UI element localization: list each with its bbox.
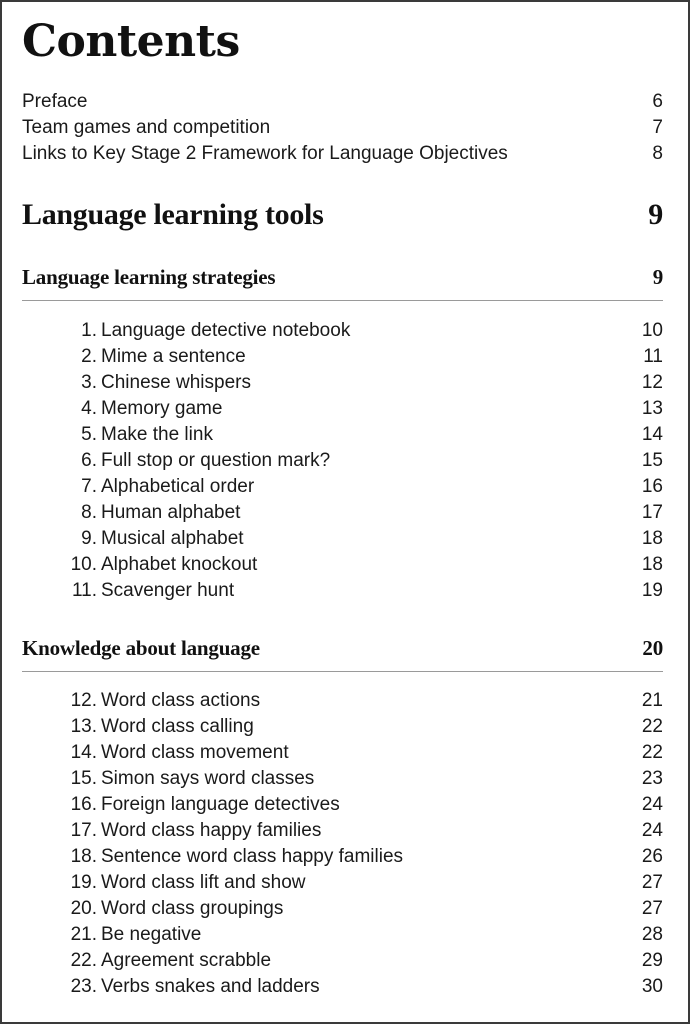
item-page: 19 xyxy=(641,580,663,601)
section-label: Knowledge about language xyxy=(22,636,260,660)
item-number: 17. xyxy=(70,820,97,841)
toc-item[interactable] xyxy=(22,870,663,896)
item-number: 16. xyxy=(70,794,97,815)
toc-item[interactable] xyxy=(22,896,663,922)
entry-label: Links to Key Stage 2 Framework for Language Objectives xyxy=(22,143,508,164)
item-page: 14 xyxy=(641,424,663,445)
item-number: 1. xyxy=(81,320,97,341)
item-label: Foreign language detectives xyxy=(101,794,340,815)
section-heading-knowledge[interactable] xyxy=(22,633,663,663)
item-page: 27 xyxy=(641,872,663,893)
section-page: 20 xyxy=(642,636,663,660)
item-page: 22 xyxy=(641,742,663,763)
toc-item[interactable] xyxy=(22,818,663,844)
toc-entry-team-games[interactable] xyxy=(22,115,663,141)
section-heading-strategies[interactable] xyxy=(22,262,663,292)
item-page: 15 xyxy=(641,450,663,471)
page-title: Contents xyxy=(22,16,240,67)
toc-item[interactable] xyxy=(22,448,663,474)
item-number: 8. xyxy=(81,502,97,523)
toc-entry-preface[interactable] xyxy=(22,89,663,115)
item-label: Language detective notebook xyxy=(101,320,351,341)
item-label: Full stop or question mark? xyxy=(101,450,331,471)
item-label: Word class groupings xyxy=(101,898,284,919)
item-page: 12 xyxy=(641,372,663,393)
section-divider xyxy=(22,671,663,672)
item-label: Verbs snakes and ladders xyxy=(101,976,320,997)
toc-item[interactable] xyxy=(22,526,663,552)
item-page: 21 xyxy=(641,690,663,711)
part-label: Language learning tools xyxy=(22,198,324,231)
item-label: Alphabetical order xyxy=(101,476,255,497)
toc-item[interactable] xyxy=(22,688,663,714)
item-label: Mime a sentence xyxy=(101,346,246,367)
toc-item[interactable] xyxy=(22,974,663,1000)
toc-item[interactable] xyxy=(22,396,663,422)
item-label: Alphabet knockout xyxy=(101,554,258,575)
item-page: 27 xyxy=(641,898,663,919)
item-number: 23. xyxy=(70,976,97,997)
item-page: 18 xyxy=(641,554,663,575)
item-page: 28 xyxy=(641,924,663,945)
item-number: 5. xyxy=(81,424,97,445)
item-number: 22. xyxy=(70,950,97,971)
item-number: 20. xyxy=(70,898,97,919)
item-page: 29 xyxy=(641,950,663,971)
item-page: 16 xyxy=(641,476,663,497)
toc-item[interactable] xyxy=(22,474,663,500)
entry-label: Team games and competition xyxy=(22,117,271,138)
item-page: 17 xyxy=(641,502,663,523)
item-number: 19. xyxy=(70,872,97,893)
toc-item[interactable] xyxy=(22,844,663,870)
item-label: Word class movement xyxy=(101,742,289,763)
entry-label: Preface xyxy=(22,91,88,112)
toc-item[interactable] xyxy=(22,766,663,792)
toc-item[interactable] xyxy=(22,500,663,526)
item-number: 21. xyxy=(70,924,97,945)
item-page: 24 xyxy=(641,794,663,815)
item-number: 14. xyxy=(70,742,97,763)
toc-item[interactable] xyxy=(22,552,663,578)
entry-page: 6 xyxy=(652,91,663,112)
toc-entry-ks2-links[interactable] xyxy=(22,141,663,167)
item-number: 4. xyxy=(81,398,97,419)
item-page: 13 xyxy=(641,398,663,419)
item-label: Word class actions xyxy=(101,690,261,711)
item-page: 18 xyxy=(641,528,663,549)
toc-item[interactable] xyxy=(22,318,663,344)
item-page: 22 xyxy=(641,716,663,737)
item-page: 10 xyxy=(641,320,663,341)
toc-item[interactable] xyxy=(22,578,663,604)
toc-item[interactable] xyxy=(22,370,663,396)
part-page: 9 xyxy=(648,198,663,231)
item-label: Sentence word class happy families xyxy=(101,846,404,867)
item-number: 2. xyxy=(81,346,97,367)
section-label: Language learning strategies xyxy=(22,265,276,289)
item-page: 26 xyxy=(641,846,663,867)
item-label: Human alphabet xyxy=(101,502,241,523)
item-page: 30 xyxy=(641,976,663,997)
item-label: Word class calling xyxy=(101,716,254,737)
item-number: 7. xyxy=(81,476,97,497)
toc-item[interactable] xyxy=(22,948,663,974)
item-number: 13. xyxy=(70,716,97,737)
item-label: Memory game xyxy=(101,398,223,419)
item-number: 12. xyxy=(70,690,97,711)
item-label: Make the link xyxy=(101,424,213,445)
item-number: 3. xyxy=(81,372,97,393)
entry-page: 7 xyxy=(652,117,663,138)
item-number: 9. xyxy=(81,528,97,549)
item-label: Be negative xyxy=(101,924,202,945)
item-number: 6. xyxy=(81,450,97,471)
toc-item[interactable] xyxy=(22,714,663,740)
item-number: 18. xyxy=(70,846,97,867)
section-divider xyxy=(22,300,663,301)
toc-item[interactable] xyxy=(22,922,663,948)
part-heading[interactable] xyxy=(22,195,663,235)
entry-page: 8 xyxy=(652,143,663,164)
item-page: 24 xyxy=(641,820,663,841)
item-label: Simon says word classes xyxy=(101,768,315,789)
item-number: 11. xyxy=(71,580,97,601)
item-label: Musical alphabet xyxy=(101,528,244,549)
item-label: Agreement scrabble xyxy=(101,950,272,971)
toc-item[interactable] xyxy=(22,422,663,448)
item-page: 11 xyxy=(643,346,663,367)
item-page: 23 xyxy=(641,768,663,789)
toc-item[interactable] xyxy=(22,344,663,370)
toc-item[interactable] xyxy=(22,740,663,766)
item-number: 15. xyxy=(70,768,97,789)
item-label: Scavenger hunt xyxy=(101,580,235,601)
item-label: Chinese whispers xyxy=(101,372,251,393)
item-label: Word class lift and show xyxy=(101,872,306,893)
item-number: 10. xyxy=(70,554,97,575)
toc-item[interactable] xyxy=(22,792,663,818)
item-label: Word class happy families xyxy=(101,820,322,841)
section-page: 9 xyxy=(652,265,663,289)
